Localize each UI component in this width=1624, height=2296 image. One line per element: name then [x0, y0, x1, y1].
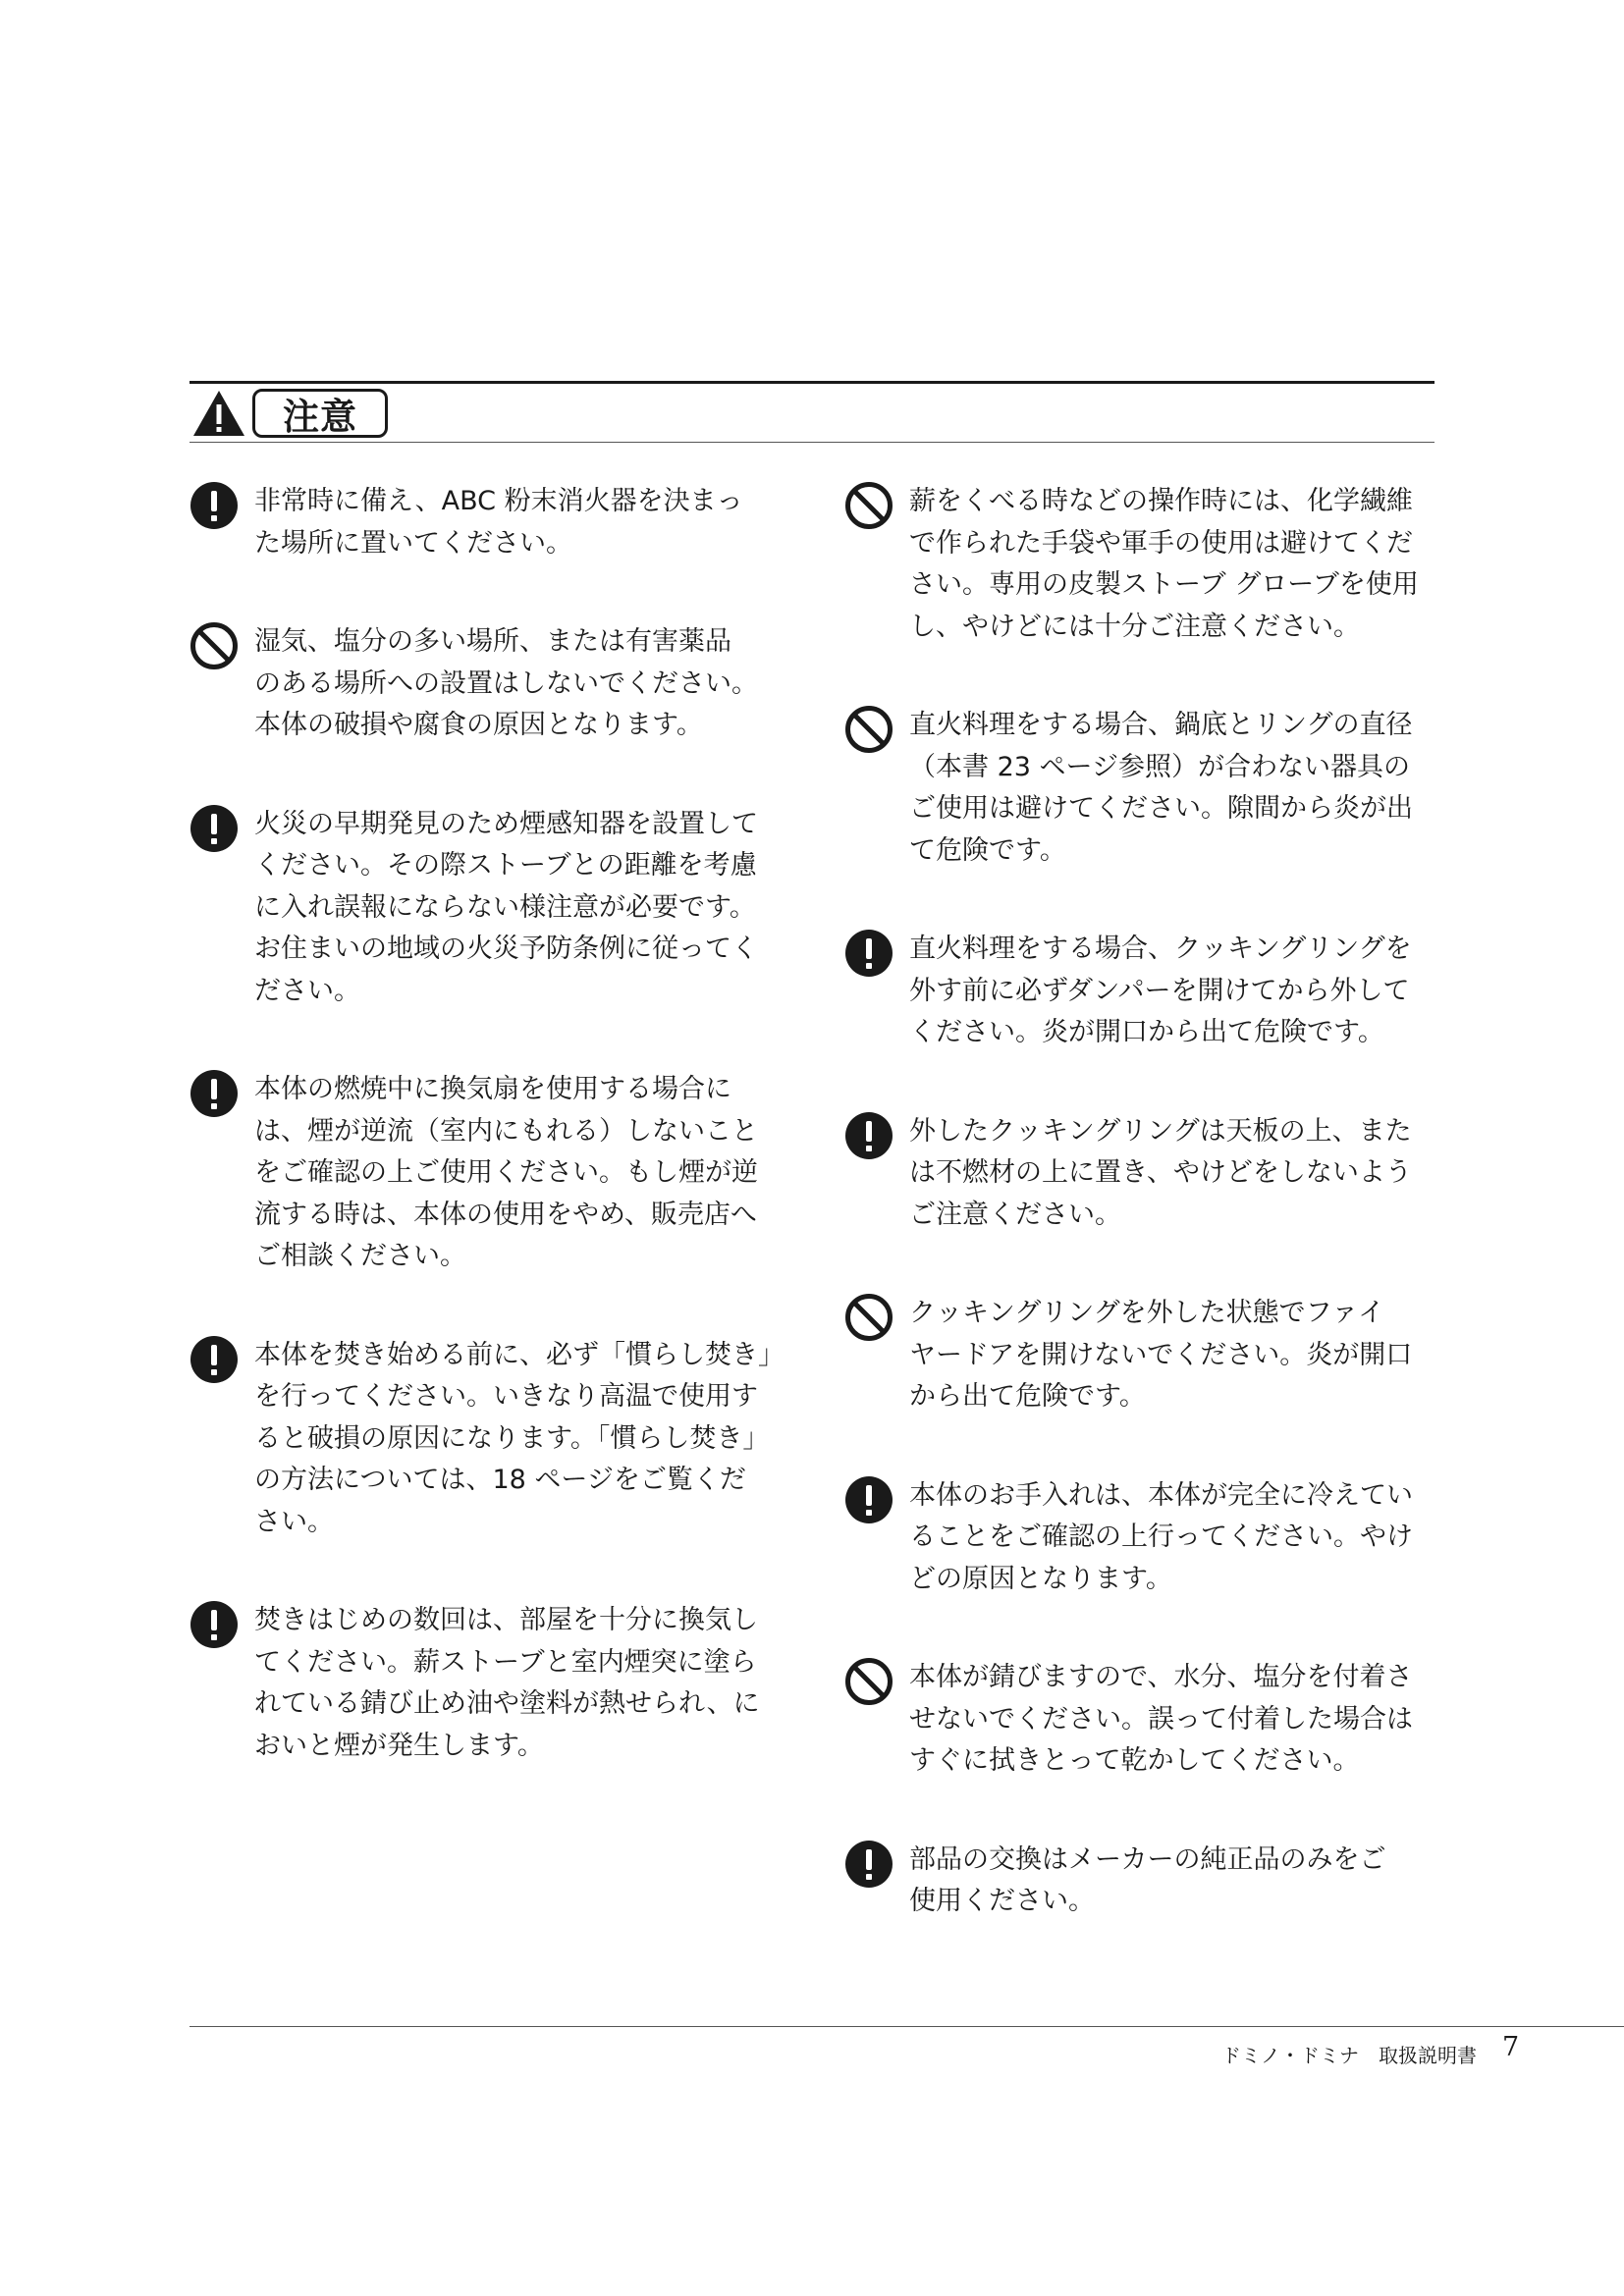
exclamation-icon	[189, 1069, 241, 1120]
caution-item	[844, 1475, 1463, 1601]
caution-text: 本体が錆びますので、水分、塩分を付着さ せないでください。誤って付着した場合は すぐに拭きとって乾かしてください。	[909, 1662, 1413, 1776]
caution-text: 直火料理をする場合、クッキングリングを 外す前に必ずダンパーを開けてから外して ください。炎が開口から出て危険です。	[909, 934, 1412, 1047]
caution-text: 本体のお手入れは、本体が完全に冷えてい ることをご確認の上行ってください。やけ どの原因となります。	[909, 1479, 1413, 1594]
exclamation-icon	[844, 1840, 895, 1891]
caution-item	[189, 1600, 808, 1767]
caution-item	[844, 705, 1463, 872]
top-rule	[189, 381, 1435, 384]
caution-item	[189, 1335, 808, 1544]
caution-item	[844, 481, 1463, 648]
manual-title: ドミノ・ドミナ 取扱説明書	[1221, 2044, 1477, 2067]
caution-text: 本体の燃焼中に換気扇を使用する場合に は、煙が逆流（室内にもれる）しないこと をご確認の上ご使用ください。もし煙が逆 流する時は、本体の使用をやめ、販売店へ ご相談ください。	[254, 1074, 758, 1271]
caution-item	[844, 1657, 1463, 1783]
prohibition-icon	[189, 621, 241, 672]
caution-item	[844, 929, 1463, 1054]
exclamation-icon	[189, 804, 241, 855]
caution-text: 薪をくべる時などの操作時には、化学繊維 で作られた手袋や軍手の使用は避けてくだ さい。専用の皮製ストーブ グローブを使用 し、やけどには十分ご注意ください。	[909, 486, 1419, 642]
caution-text: クッキングリングを外した状態でファイ ヤードアを開けないでください。炎が開口 から出て危険です。	[909, 1298, 1413, 1412]
caution-item	[189, 1069, 808, 1278]
prohibition-icon	[844, 1293, 895, 1344]
page-number: 7	[1502, 2032, 1520, 2062]
caution-header	[191, 386, 388, 441]
caution-text: 本体を焚き始める前に、必ず「慣らし焚き」 を行ってください。いきなり高温で使用す ると破損の原因になります。「慣らし焚き」 の方法については、18 ページをご覧くだ さい。	[254, 1339, 785, 1537]
exclamation-icon	[844, 929, 895, 980]
exclamation-icon	[189, 481, 241, 532]
prohibition-icon	[844, 705, 895, 756]
caution-text: 焚きはじめの数回は、部屋を十分に換気し てください。薪ストーブと室内煙突に塗ら れている錆び止め油や塗料が熱せられ、に おいと煙が発生します。	[254, 1605, 760, 1761]
caution-item	[844, 1840, 1463, 1923]
caution-text: 火災の早期発見のため煙感知器を設置して ください。その際ストーブとの距離を考慮 に入れ誤報にならない様注意が必要です。 お住まいの地域の火災予防条例に従ってく ださい。	[254, 808, 758, 1006]
left-column	[189, 481, 808, 1824]
caution-item	[189, 804, 808, 1013]
caution-text: 外したクッキングリングは天板の上、また は不燃材の上に置き、やけどをしないよう ご注意ください。	[909, 1115, 1412, 1230]
caution-item	[844, 1293, 1463, 1418]
header-underline	[189, 442, 1435, 443]
caution-text: 湿気、塩分の多い場所、または有害薬品 のある場所への設置はしないでください。 本体の破損や腐食の原因となります。	[254, 626, 758, 740]
footer-rule	[189, 2026, 1624, 2027]
caution-item	[189, 481, 808, 564]
exclamation-icon	[189, 1600, 241, 1651]
exclamation-icon	[844, 1475, 895, 1526]
exclamation-icon	[844, 1111, 895, 1162]
warning-triangle-icon	[191, 389, 246, 438]
right-column	[844, 481, 1463, 1980]
prohibition-icon	[844, 1657, 895, 1708]
prohibition-icon	[844, 481, 895, 532]
caution-text: 非常時に備え、ABC 粉末消火器を決まっ た場所に置いてください。	[254, 486, 743, 559]
caution-text: 直火料理をする場合、鍋底とリングの直径 （本書 23 ページ参照）が合わない器具の ご使用は避けてください。隙間から炎が出 て危険です。	[909, 710, 1413, 866]
caution-item	[844, 1111, 1463, 1237]
exclamation-icon	[189, 1335, 241, 1386]
caution-title: 注意	[252, 389, 388, 438]
caution-item	[189, 621, 808, 747]
caution-text: 部品の交換はメーカーの純正品のみをご 使用ください。	[909, 1843, 1386, 1916]
